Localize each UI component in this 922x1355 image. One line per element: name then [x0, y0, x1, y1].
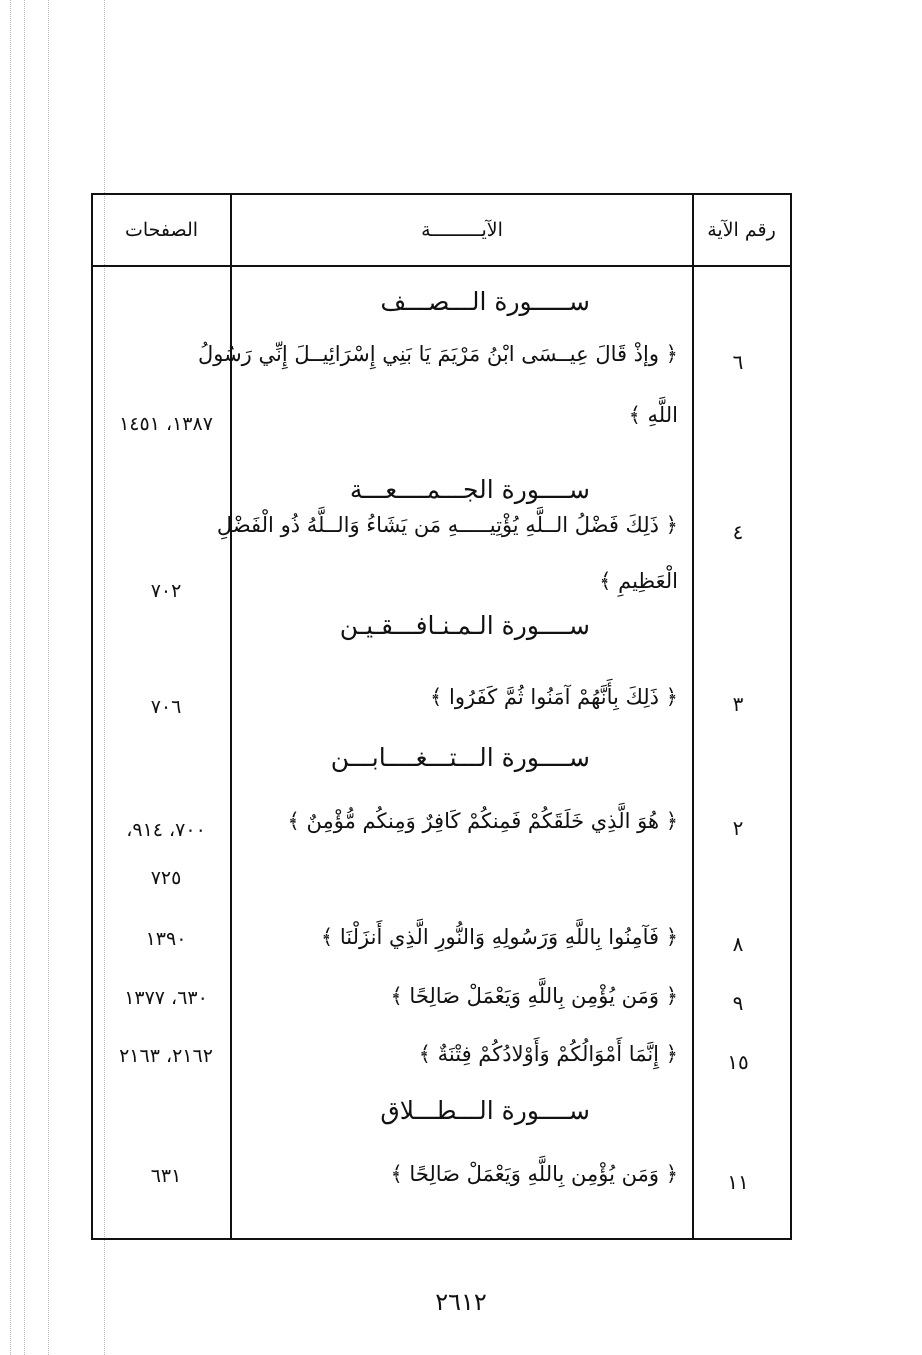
surah-heading: ســــورة الـــتـــغــــابـــن — [330, 743, 590, 772]
page-references: ٧٠٢ — [150, 580, 182, 602]
verse-number: ٢ — [732, 816, 744, 840]
page-references: ٢١٦٢، ٢١٦٣ — [119, 1045, 213, 1067]
verse-number: ١١ — [727, 1170, 749, 1194]
page-references: ١٣٩٠ — [145, 928, 187, 950]
verse-text: ﴿ إِنَّمَا أَمْوَالُكُمْ وَأَوْلادُكُمْ فِتْنَةٌ ﴾ — [418, 1042, 678, 1066]
surah-heading: ســــورة الجـــمــــعـــة — [349, 475, 590, 504]
verse-number: ٦ — [732, 350, 744, 374]
page-references: ٧٢٥ — [150, 867, 182, 889]
verse-text: ﴿ هُوَ الَّذِي خَلَقَكُمْ فَمِنكُمْ كَافِرٌ وَمِنكُم مُّؤْمِنٌ ﴾ — [287, 809, 678, 833]
verse-number: ٣ — [732, 692, 744, 716]
verse-number: ٨ — [732, 932, 744, 956]
page-references: ٦٣١ — [150, 1165, 182, 1187]
surah-heading: ســــورة الـــطـــلاق — [380, 1096, 590, 1125]
scan-artifact — [10, 0, 11, 1355]
page-references: ٧٠٦ — [150, 696, 182, 718]
index-table — [91, 193, 792, 1240]
header-divider — [93, 265, 790, 267]
header-verse: الآيـــــــــة — [421, 219, 503, 241]
page-number: ٢٦١٢ — [435, 1288, 487, 1316]
verse-number: ٩ — [732, 991, 744, 1015]
surah-heading: ســــورة الـمـنـافـــقـيـن — [339, 611, 590, 640]
verse-text: ﴿ وَمَن يُؤْمِن بِاللَّهِ وَيَعْمَلْ صَالِحًا ﴾ — [390, 1162, 678, 1186]
page-references: ٦٣٠، ١٣٧٧ — [124, 987, 208, 1009]
scan-artifact — [24, 0, 25, 1355]
verse-number: ٤ — [732, 520, 744, 544]
scan-artifact — [48, 0, 49, 1355]
header-verse-number: رقم الآية — [707, 219, 776, 241]
column-divider — [692, 195, 694, 1238]
verse-text: ﴿ ذَلِكَ فَضْلُ الــلَّهِ يُؤْتِيـــــهِ مَن يَشَاءُ وَالــلَّهُ ذُو الْفَضْلِ — [216, 513, 678, 537]
verse-text: ﴿ وَمَن يُؤْمِن بِاللَّهِ وَيَعْمَلْ صَالِحًا ﴾ — [390, 984, 678, 1008]
surah-heading: ســـــورة الـــصـــف — [380, 287, 590, 316]
header-pages: الصفحات — [124, 219, 199, 241]
verse-text: اللَّهِ ﴾ — [628, 403, 678, 427]
page-references: ٧٠٠، ٩١٤، — [126, 819, 206, 841]
verse-text: ﴿ ذَلِكَ بِأَنَّهُمْ آمَنُوا ثُمَّ كَفَرُوا ﴾ — [430, 685, 678, 709]
verse-text: ﴿ فَآمِنُوا بِاللَّهِ وَرَسُولِهِ وَالنُّورِ الَّذِي أَنزَلْنَا ﴾ — [320, 925, 678, 949]
page-references: ١٣٨٧، ١٤٥١ — [119, 413, 213, 435]
verse-number: ١٥ — [727, 1050, 749, 1074]
verse-text: الْعَظِيمِ ﴾ — [599, 569, 678, 593]
verse-text: ﴿ وإذْ قَالَ عِيــسَى ابْنُ مَرْيَمَ يَا بَنِي إِسْرَائِيــلَ إِنِّي رَسُولُ — [197, 342, 678, 366]
